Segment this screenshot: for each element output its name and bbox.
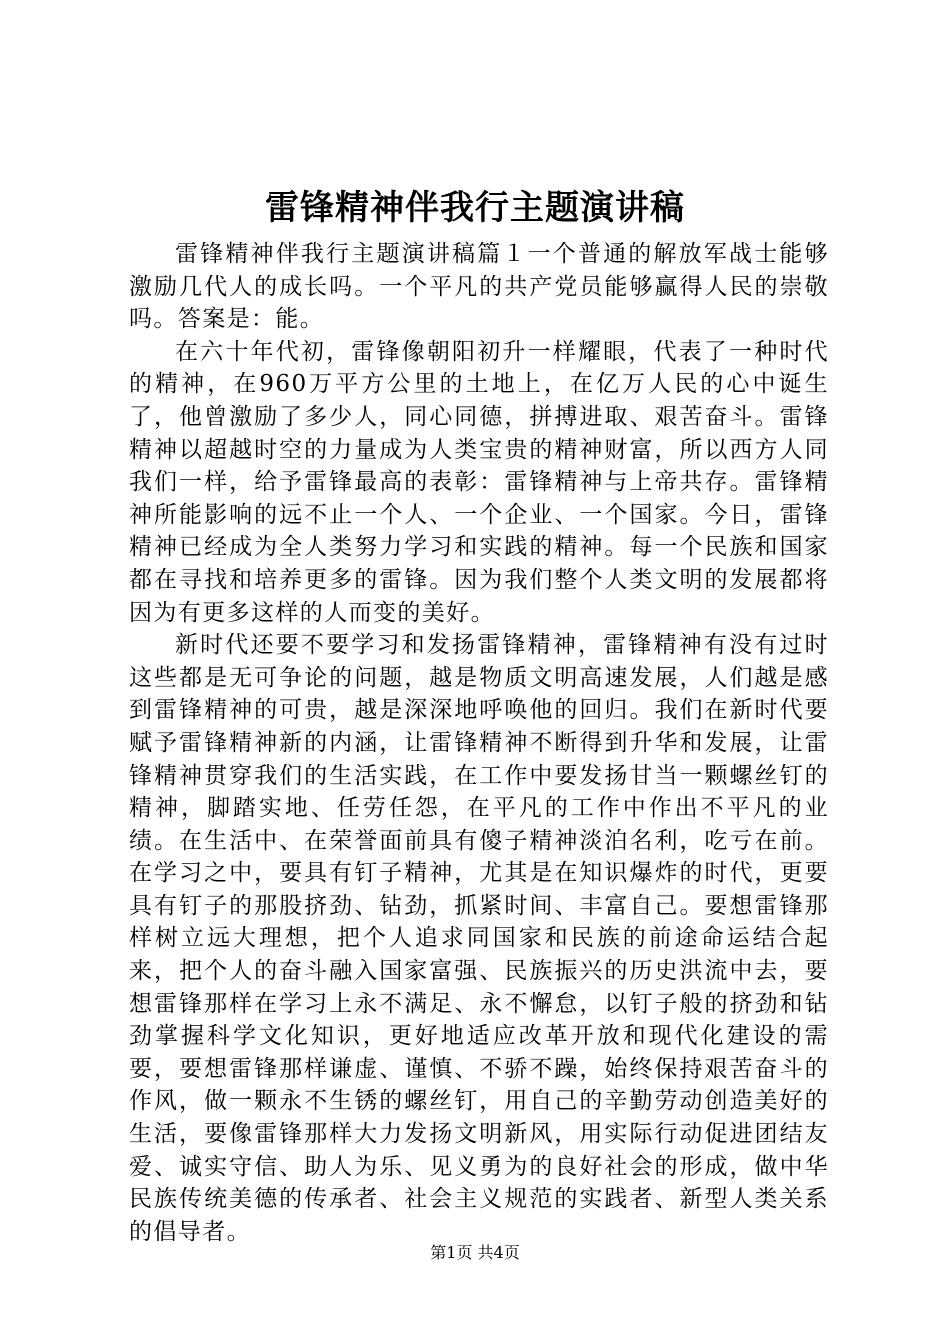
page-title: 雷锋精神伴我行主题演讲稿 [265,188,685,228]
page-footer: 第1页 共4页 [430,1243,520,1262]
paragraph-2: 在六十年代初，雷锋像朝阳初升一样耀眼，代表了一种时代的精神，在960万平方公里的土地上，在亿万人民的心中诞生了，他曾激励了多少人，同心同德，拼搏进取、艰苦奋斗。雷锋精神以超越时空的力量成为人类宝贵的精神财富，所以西方人同我们一样，给予雷锋最高的表彰：雷锋精神与上帝共存。雷锋精神所能影响的远不止一个人、一个企业、一个国家。今日，雷锋精神已经成为全人类努力学习和实践的精神。每一个民族和国家都在寻找和培养更多的雷锋。因为我们整个人类文明的发展都将因为有更多这样的人而变的美好。 [129,338,829,626]
document-body [129,238,829,1248]
paragraph-1: 雷锋精神伴我行主题演讲稿篇１一个普通的解放军战士能够激励几代人的成长吗。一个平凡的共产党员能够赢得人民的崇敬吗。答案是：能。 [129,241,829,333]
paragraph-3: 新时代还要不要学习和发扬雷锋精神，雷锋精神有没有过时这些都是无可争论的问题，越是物质文明高速发展，人们越是感到雷锋精神的可贵，越是深深地呼唤他的回归。我们在新时代要赋予雷锋精神新的内涵，让雷锋精神不断得到升华和发展，让雷锋精神贯穿我们的生活实践，在工作中要发扬甘当一颗螺丝钉的精神，脚踏实地、任劳任怨，在平凡的工作中作出不平凡的业绩。在生活中、在荣誉面前具有傻子精神淡泊名利，吃亏在前。在学习之中，要具有钉子精神，尤其是在知识爆炸的时代，更要具有钉子的那股挤劲、钻劲，抓紧时间、丰富自己。要想雷锋那样树立远大理想，把个人追求同国家和民族的前途命运结合起来，把个人的奋斗融入国家富强、民族振兴的历史洪流中去，要想雷锋那样在学习上永不满足、永不懈怠，以钉子般的挤劲和钻劲掌握科学文化知识，更好地适应改革开放和现代化建设的需要，要想雷锋那样谦虚、谨慎、不骄不躁，始终保持艰苦奋斗的作风，做一颗永不生锈的螺丝钉，用自己的辛勤劳动创造美好的生活，要像雷锋那样大力发扬文明新风，用实际行动促进团结友爱、诚实守信、助人为乐、见义勇为的良好社会的形成，做中华民族传统美德的传承者、社会主义规范的实践者、新型人类关系的倡导者。 [129,632,829,1245]
